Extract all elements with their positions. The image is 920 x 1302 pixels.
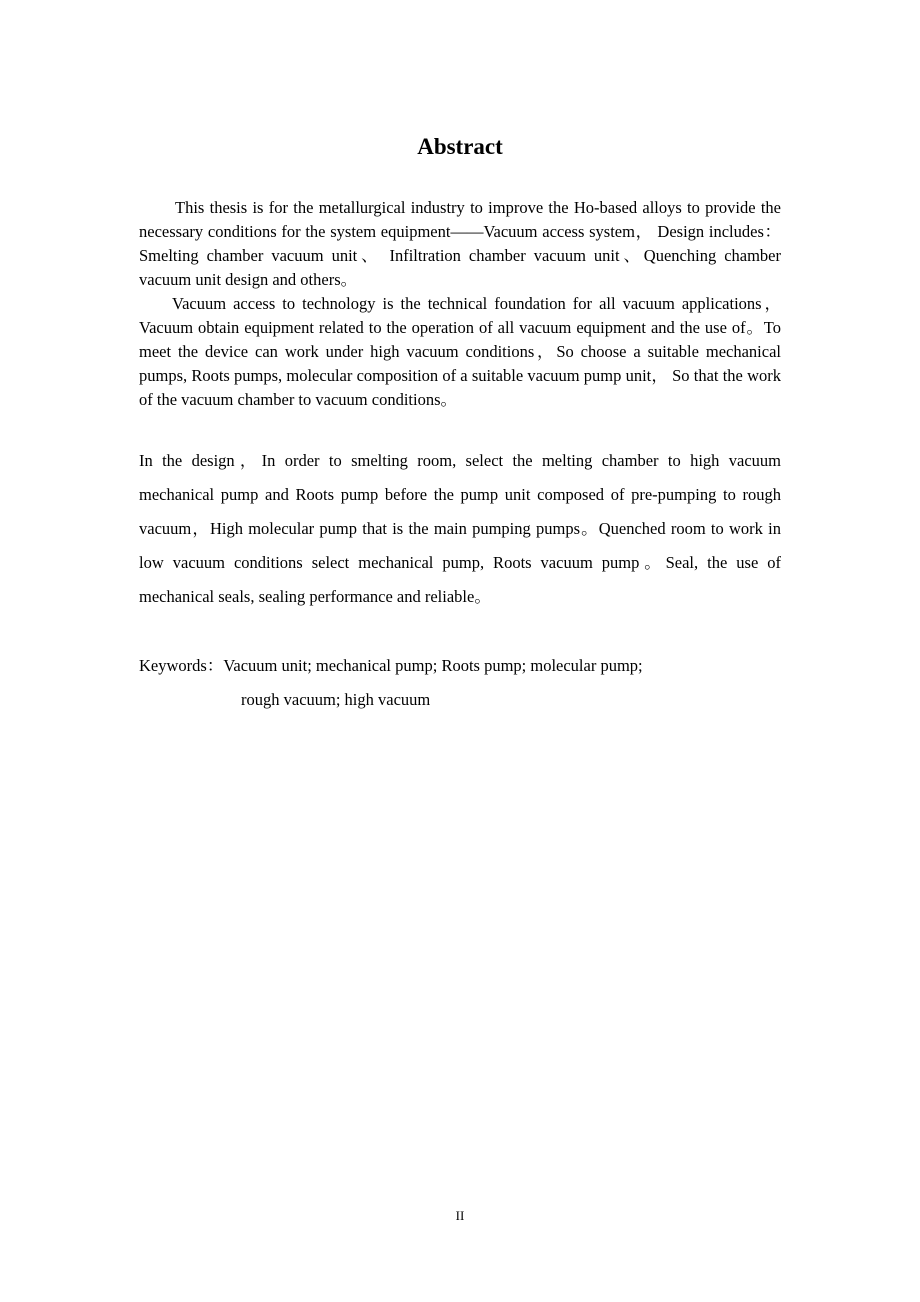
keywords-block [139, 649, 781, 717]
abstract-paragraph-2: Vacuum access to technology is the technical foundation for all vacuum applications， Vacuum obtain equipment related to the operation of all vacuum equipment and the use of。To meet the device can work under high vacuum conditions，So choose a suitable mechanical pumps, Roots pumps, molecular composition of a suitable vacuum pump unit， So that the work of the vacuum chamber to vacuum conditions。 [139, 294, 781, 409]
page-title: Abstract [417, 134, 503, 159]
abstract-paragraph-3: In the design，In order to smelting room, select the melting chamber to high vacuum mechanical pump and Roots pump before the pump unit composed of pre-pumping to rough vacuum，High molecular pump that is the main pumping pumps。Quenched room to work in low vacuum conditions select mechanical pump, Roots vacuum pump。Seal, the use of mechanical seals, sealing performance and reliable。 [139, 451, 781, 606]
keywords-line-1: Vacuum unit; mechanical pump; Roots pump; molecular pump; [223, 656, 643, 675]
page-number: II [455, 1208, 465, 1223]
abstract-paragraph-1: This thesis is for the metallurgical industry to improve the Ho-based alloys to provide the necessary conditions for the system equipment——Vacuum access system， Design includes： Smelting chamber vacuum unit、 Infiltration chamber vacuum unit、Quenching chamber vacuum unit design and others。 [139, 198, 781, 289]
keywords-line-2: rough vacuum; high vacuum [241, 690, 431, 709]
keywords-label: Keywords： [139, 656, 224, 675]
